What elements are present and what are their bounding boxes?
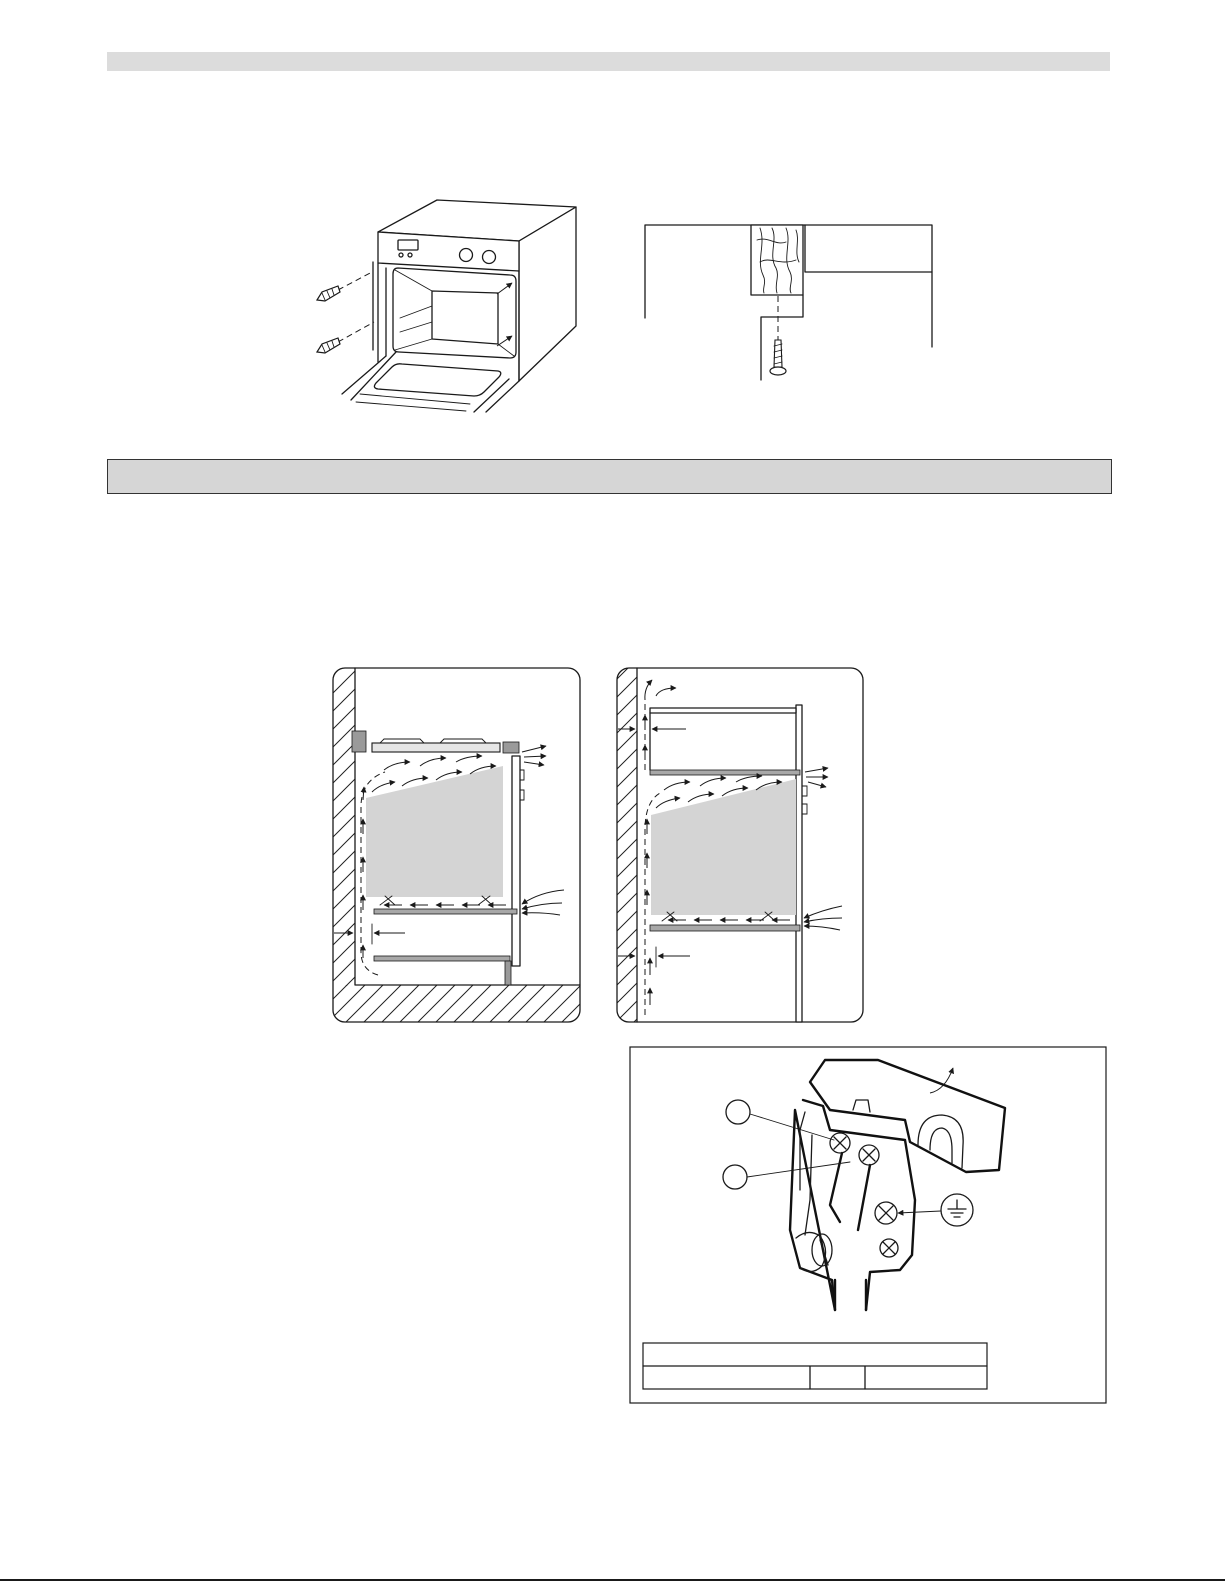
arrow-icon	[384, 762, 410, 770]
arrow-icon	[700, 778, 726, 786]
ventilation-diagram-column	[617, 668, 863, 1022]
door-left-edge	[342, 352, 396, 400]
worktop-edge	[503, 742, 519, 753]
arrow-icon	[522, 746, 546, 752]
arrow-icon	[804, 906, 842, 918]
fixing-cross-section	[645, 225, 932, 380]
earth-ground-icon	[898, 1194, 973, 1226]
arrow-icon	[664, 782, 690, 790]
arrow-icon	[645, 680, 652, 700]
callout-leader-1	[750, 1114, 834, 1140]
earth-callout-circle	[941, 1194, 973, 1226]
callout-leader-2	[747, 1162, 850, 1177]
arrow-icon	[522, 913, 560, 915]
arrow-icon	[522, 903, 562, 909]
screw-path-line	[338, 272, 372, 290]
oven-fixing-illustration	[317, 200, 576, 412]
arrow-icon	[524, 762, 544, 765]
earth-symbol	[948, 1200, 966, 1217]
hob-burners	[380, 739, 486, 743]
wall-hatch	[333, 668, 355, 986]
screw-path-line	[338, 322, 374, 342]
screw-icon	[770, 296, 786, 375]
wires	[830, 1153, 870, 1230]
arrow-icon	[372, 782, 395, 792]
screw-icon	[317, 272, 372, 301]
screw-head	[770, 367, 786, 375]
arrow-icon	[524, 756, 546, 757]
door-lines	[356, 394, 470, 411]
arrow-icon	[736, 776, 762, 782]
arrow-icon	[363, 787, 364, 800]
cover-tab	[853, 1100, 870, 1112]
terminal-screw-icon	[859, 1145, 879, 1165]
supply-cable	[835, 1280, 866, 1310]
arrow-icon	[804, 926, 840, 930]
terminal-table	[643, 1343, 987, 1389]
arrow-icon	[805, 768, 828, 772]
screw-icon	[317, 322, 374, 353]
oven-feet	[380, 896, 492, 905]
terminal-screw-icon	[830, 1133, 850, 1153]
knob-notch	[802, 786, 807, 814]
arrow-icon	[656, 688, 676, 696]
terminal-block-figure	[630, 1047, 1106, 1403]
arrow-icon	[456, 756, 482, 762]
oven-cavity-back	[432, 291, 498, 344]
oven-body	[366, 766, 503, 897]
arrow-icon	[522, 890, 564, 904]
table-grid	[643, 1366, 987, 1389]
cover-latch	[918, 1115, 963, 1168]
cabinet-side-panel	[796, 705, 802, 1022]
callout-circle-2	[723, 1165, 747, 1189]
support-shelf	[374, 909, 517, 914]
door-right-edge	[474, 379, 519, 412]
worktop-edge	[352, 731, 366, 752]
cabinet-top-panel	[805, 225, 932, 272]
lower-shelf	[374, 956, 510, 961]
oven-front-panel	[512, 756, 520, 966]
shelf-runner-lines	[400, 306, 432, 332]
hob	[372, 743, 500, 752]
arrow-icon	[497, 336, 512, 346]
support-shelf	[650, 925, 800, 931]
terminal-screw-icon	[880, 1239, 898, 1257]
arrow-icon	[656, 798, 680, 808]
oven-top-shelf	[650, 770, 800, 775]
ventilation-diagram-under-hob	[333, 668, 580, 1025]
upper-shelf	[650, 708, 796, 713]
wall	[617, 668, 637, 1022]
wall-hatch	[617, 668, 637, 1022]
floor-hatch	[333, 985, 580, 1025]
callout-circle-1	[726, 1100, 750, 1124]
arrow-icon	[497, 283, 512, 294]
arrow-icon	[898, 1211, 941, 1213]
cabinet-leg	[505, 961, 511, 985]
arrow-icon	[420, 758, 446, 766]
terminal-screw-icon	[875, 1202, 897, 1224]
arrow-icon	[808, 782, 826, 787]
door-window	[374, 364, 500, 396]
arrow-icon	[804, 918, 842, 922]
